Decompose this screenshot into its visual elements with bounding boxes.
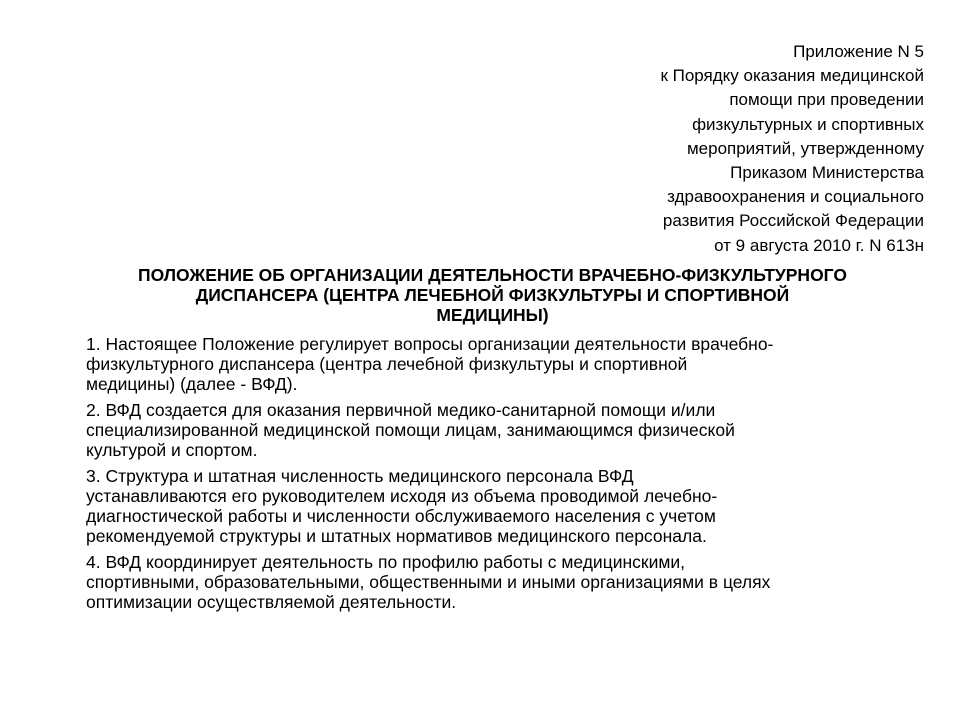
paragraph-line: оптимизации осуществляемой деятельности. [86,592,457,612]
paragraph-line: спортивными, образовательными, общественными и иными организациями в целях [86,572,771,592]
document-body [86,334,936,618]
appendix-line: к Порядку оказания медицинской [660,66,924,86]
paragraph-line: диагностической работы и численности обслуживаемого населения с учетом [86,506,716,526]
paragraph-line: специализированной медицинской помощи лицам, занимающимся физической [86,420,735,440]
appendix-line: мероприятий, утвержденному [686,138,924,158]
paragraph-2 [86,400,936,460]
appendix-line: от 9 августа 2010 г. N 613н [714,235,924,255]
paragraph-line: культурой и спортом. [86,440,258,460]
appendix-line: помощи при проведении [729,90,924,110]
appendix-line: физкультурных и спортивных [692,114,924,134]
paragraph-4 [86,552,936,612]
paragraph-3 [86,466,936,546]
paragraph-line: физкультурного диспансера (центра лечебной физкультуры и спортивной [86,354,688,374]
appendix-line: Приказом Министерства [730,163,924,183]
appendix-line: Приложение N 5 [793,42,924,61]
paragraph-line: устанавливаются его руководителем исходя из объема проводимой лечебно- [86,486,718,506]
paragraph-line: 2. ВФД создается для оказания первичной медико-санитарной помощи и/или [86,400,716,420]
appendix-header [564,40,924,258]
paragraph-line: рекомендуемой структуры и штатных нормативов медицинского персонала. [86,526,707,546]
paragraph-1 [86,334,936,394]
title-line: МЕДИЦИНЫ) [436,305,549,325]
document-title [40,265,945,325]
title-line: ПОЛОЖЕНИЕ ОБ ОРГАНИЗАЦИИ ДЕЯТЕЛЬНОСТИ ВРАЧЕБНО-ФИЗКУЛЬТУРНОГО [138,265,847,285]
paragraph-line: медицины) (далее - ВФД). [86,374,298,394]
title-line: ДИСПАНСЕРА (ЦЕНТРА ЛЕЧЕБНОЙ ФИЗКУЛЬТУРЫ И СПОРТИВНОЙ [195,285,790,305]
paragraph-line: 3. Структура и штатная численность медицинского персонала ВФД [86,466,634,486]
paragraph-line: 4. ВФД координирует деятельность по профилю работы с медицинскими, [86,552,686,572]
appendix-line: здравоохранения и социального [667,187,924,207]
paragraph-line: 1. Настоящее Положение регулирует вопросы организации деятельности врачебно- [86,334,774,354]
appendix-line: развития Российской Федерации [662,211,924,231]
